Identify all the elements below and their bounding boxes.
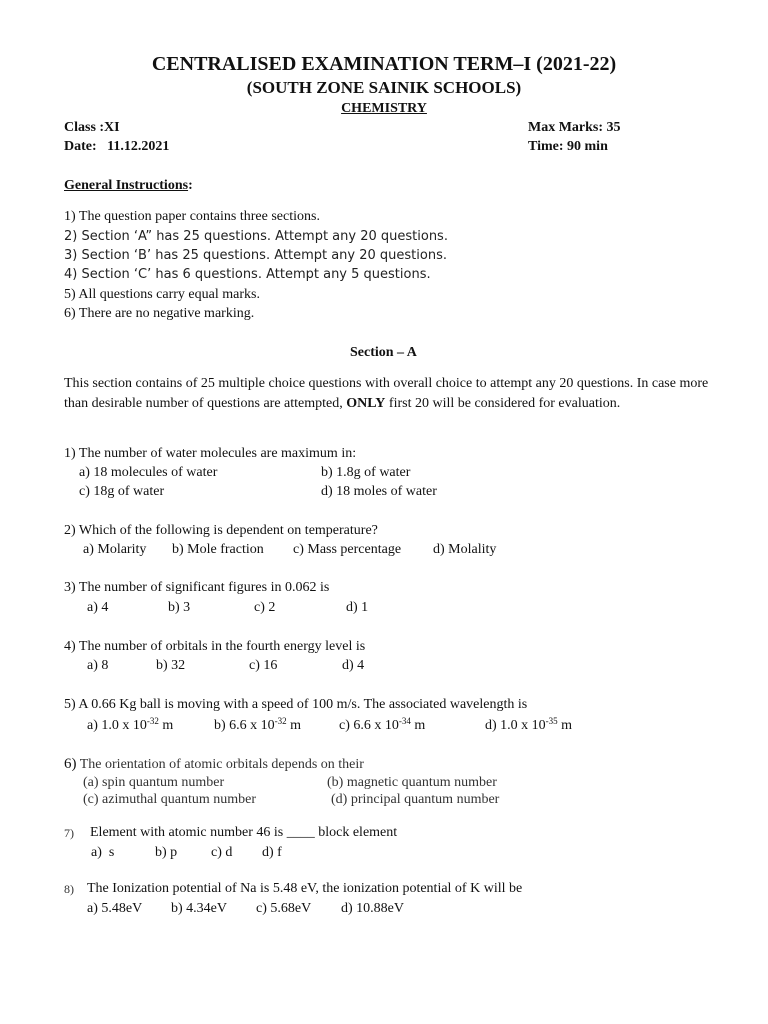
question-4: 4) The number of orbitals in the fourth energy level is xyxy=(64,639,366,654)
q4-option-a: a) 8 xyxy=(87,658,109,673)
q2-option-a: a) Molarity xyxy=(83,542,147,557)
question-6 xyxy=(64,756,364,773)
question-7: Element with atomic number 46 is ____ block element xyxy=(90,825,398,840)
q4-option-d: d) 4 xyxy=(342,658,365,673)
q1-option-b: b) 1.8g of water xyxy=(321,465,411,480)
instruction-item: 4) Section ‘C’ has 6 questions. Attempt any 5 questions. xyxy=(64,267,431,282)
q5-d-base: d) 1.0 x 10 xyxy=(485,718,546,733)
section-a-intro-end: first 20 will be considered for evaluation. xyxy=(385,396,621,411)
q6-option-a: (a) spin quantum number xyxy=(83,775,225,790)
instructions-heading-text: General Instructions xyxy=(64,178,189,193)
section-a-intro-text: This section contains of 25 multiple choice questions with overall choice to attempt any 20 questions. In case more than desirable number of questions are attempted, xyxy=(64,376,709,411)
q1-option-a: a) 18 molecules of water xyxy=(79,465,218,480)
q1-option-c: c) 18g of water xyxy=(79,484,165,499)
q3-option-d: d) 1 xyxy=(346,600,369,615)
q3-option-a: a) 4 xyxy=(87,600,109,615)
q5-a-unit: m xyxy=(158,718,174,733)
q5-option-d xyxy=(485,718,572,734)
q4-option-b: b) 32 xyxy=(156,658,186,673)
class-label: Class :XI xyxy=(64,120,120,135)
question-1: 1) The number of water molecules are maximum in: xyxy=(64,446,357,461)
q5-a-base: a) 1.0 x 10 xyxy=(87,718,147,733)
subject-heading: CHEMISTRY xyxy=(341,101,427,116)
exam-subtitle: (SOUTH ZONE SAINIK SCHOOLS) xyxy=(246,78,522,97)
q8-option-a: a) 5.48eV xyxy=(87,901,143,916)
q2-option-d: d) Molality xyxy=(433,542,497,557)
instruction-item: 6) There are no negative marking. xyxy=(64,306,255,321)
q6-option-b: (b) magnetic quantum number xyxy=(327,775,497,790)
q6-number: 6) xyxy=(64,756,77,772)
q2-option-b: b) Mole fraction xyxy=(172,542,264,557)
q8-number: 8) xyxy=(64,882,74,896)
q3-option-c: c) 2 xyxy=(254,600,276,615)
instruction-item: 5) All questions carry equal marks. xyxy=(64,287,260,302)
exam-time: Time: 90 min xyxy=(528,139,608,154)
section-a-intro xyxy=(64,374,714,414)
question-5: 5) A 0.66 Kg ball is moving with a speed of 100 m/s. The associated wavelength is xyxy=(64,697,528,712)
q5-c-exp: -34 xyxy=(398,716,411,726)
question-8: The Ionization potential of Na is 5.48 eV, the ionization potential of K will be xyxy=(87,881,523,896)
q5-option-c xyxy=(339,718,425,734)
q5-b-base: b) 6.6 x 10 xyxy=(214,718,275,733)
question-2: 2) Which of the following is dependent on temperature? xyxy=(64,523,378,538)
instruction-item: 2) Section ‘A” has 25 questions. Attempt any 20 questions. xyxy=(64,229,448,244)
q5-d-unit: m xyxy=(557,718,573,733)
q7-option-d: d) f xyxy=(262,845,282,860)
q7-option-c: c) d xyxy=(211,845,233,860)
q2-option-c: c) Mass percentage xyxy=(293,542,402,557)
instructions-heading xyxy=(64,178,193,194)
q5-option-b xyxy=(214,718,301,734)
q5-d-exp: -35 xyxy=(545,716,558,726)
q5-b-unit: m xyxy=(286,718,302,733)
q6-option-d: (d) principal quantum number xyxy=(331,792,500,807)
q6-text: The orientation of atomic orbitals depends on their xyxy=(76,757,364,772)
section-a-heading: Section – A xyxy=(350,345,417,360)
q8-option-d: d) 10.88eV xyxy=(341,901,404,916)
instructions-heading-colon: : xyxy=(188,178,193,193)
instruction-item: 3) Section ‘B’ has 25 questions. Attempt any 20 questions. xyxy=(64,248,447,263)
instruction-item: 1) The question paper contains three sections. xyxy=(64,209,320,224)
section-a-intro-bold: ONLY xyxy=(346,396,386,411)
q7-option-b: b) p xyxy=(155,845,178,860)
q8-option-b: b) 4.34eV xyxy=(171,901,227,916)
q5-b-exp: -32 xyxy=(274,716,287,726)
q5-a-exp: -32 xyxy=(146,716,159,726)
exam-title: CENTRALISED EXAMINATION TERM–I (2021-22) xyxy=(151,53,617,75)
q7-number: 7) xyxy=(64,826,74,840)
q7-option-a: a) s xyxy=(91,845,115,860)
q1-option-d: d) 18 moles of water xyxy=(321,484,437,499)
q8-option-c: c) 5.68eV xyxy=(256,901,312,916)
max-marks: Max Marks: 35 xyxy=(528,120,621,135)
q5-c-unit: m xyxy=(410,718,426,733)
exam-date: Date: 11.12.2021 xyxy=(64,139,170,154)
q5-option-a xyxy=(87,718,173,734)
q5-c-base: c) 6.6 x 10 xyxy=(339,718,399,733)
question-3: 3) The number of significant figures in 0.062 is xyxy=(64,580,330,595)
q3-option-b: b) 3 xyxy=(168,600,191,615)
q4-option-c: c) 16 xyxy=(249,658,278,673)
q6-option-c: (c) azimuthal quantum number xyxy=(83,792,256,807)
